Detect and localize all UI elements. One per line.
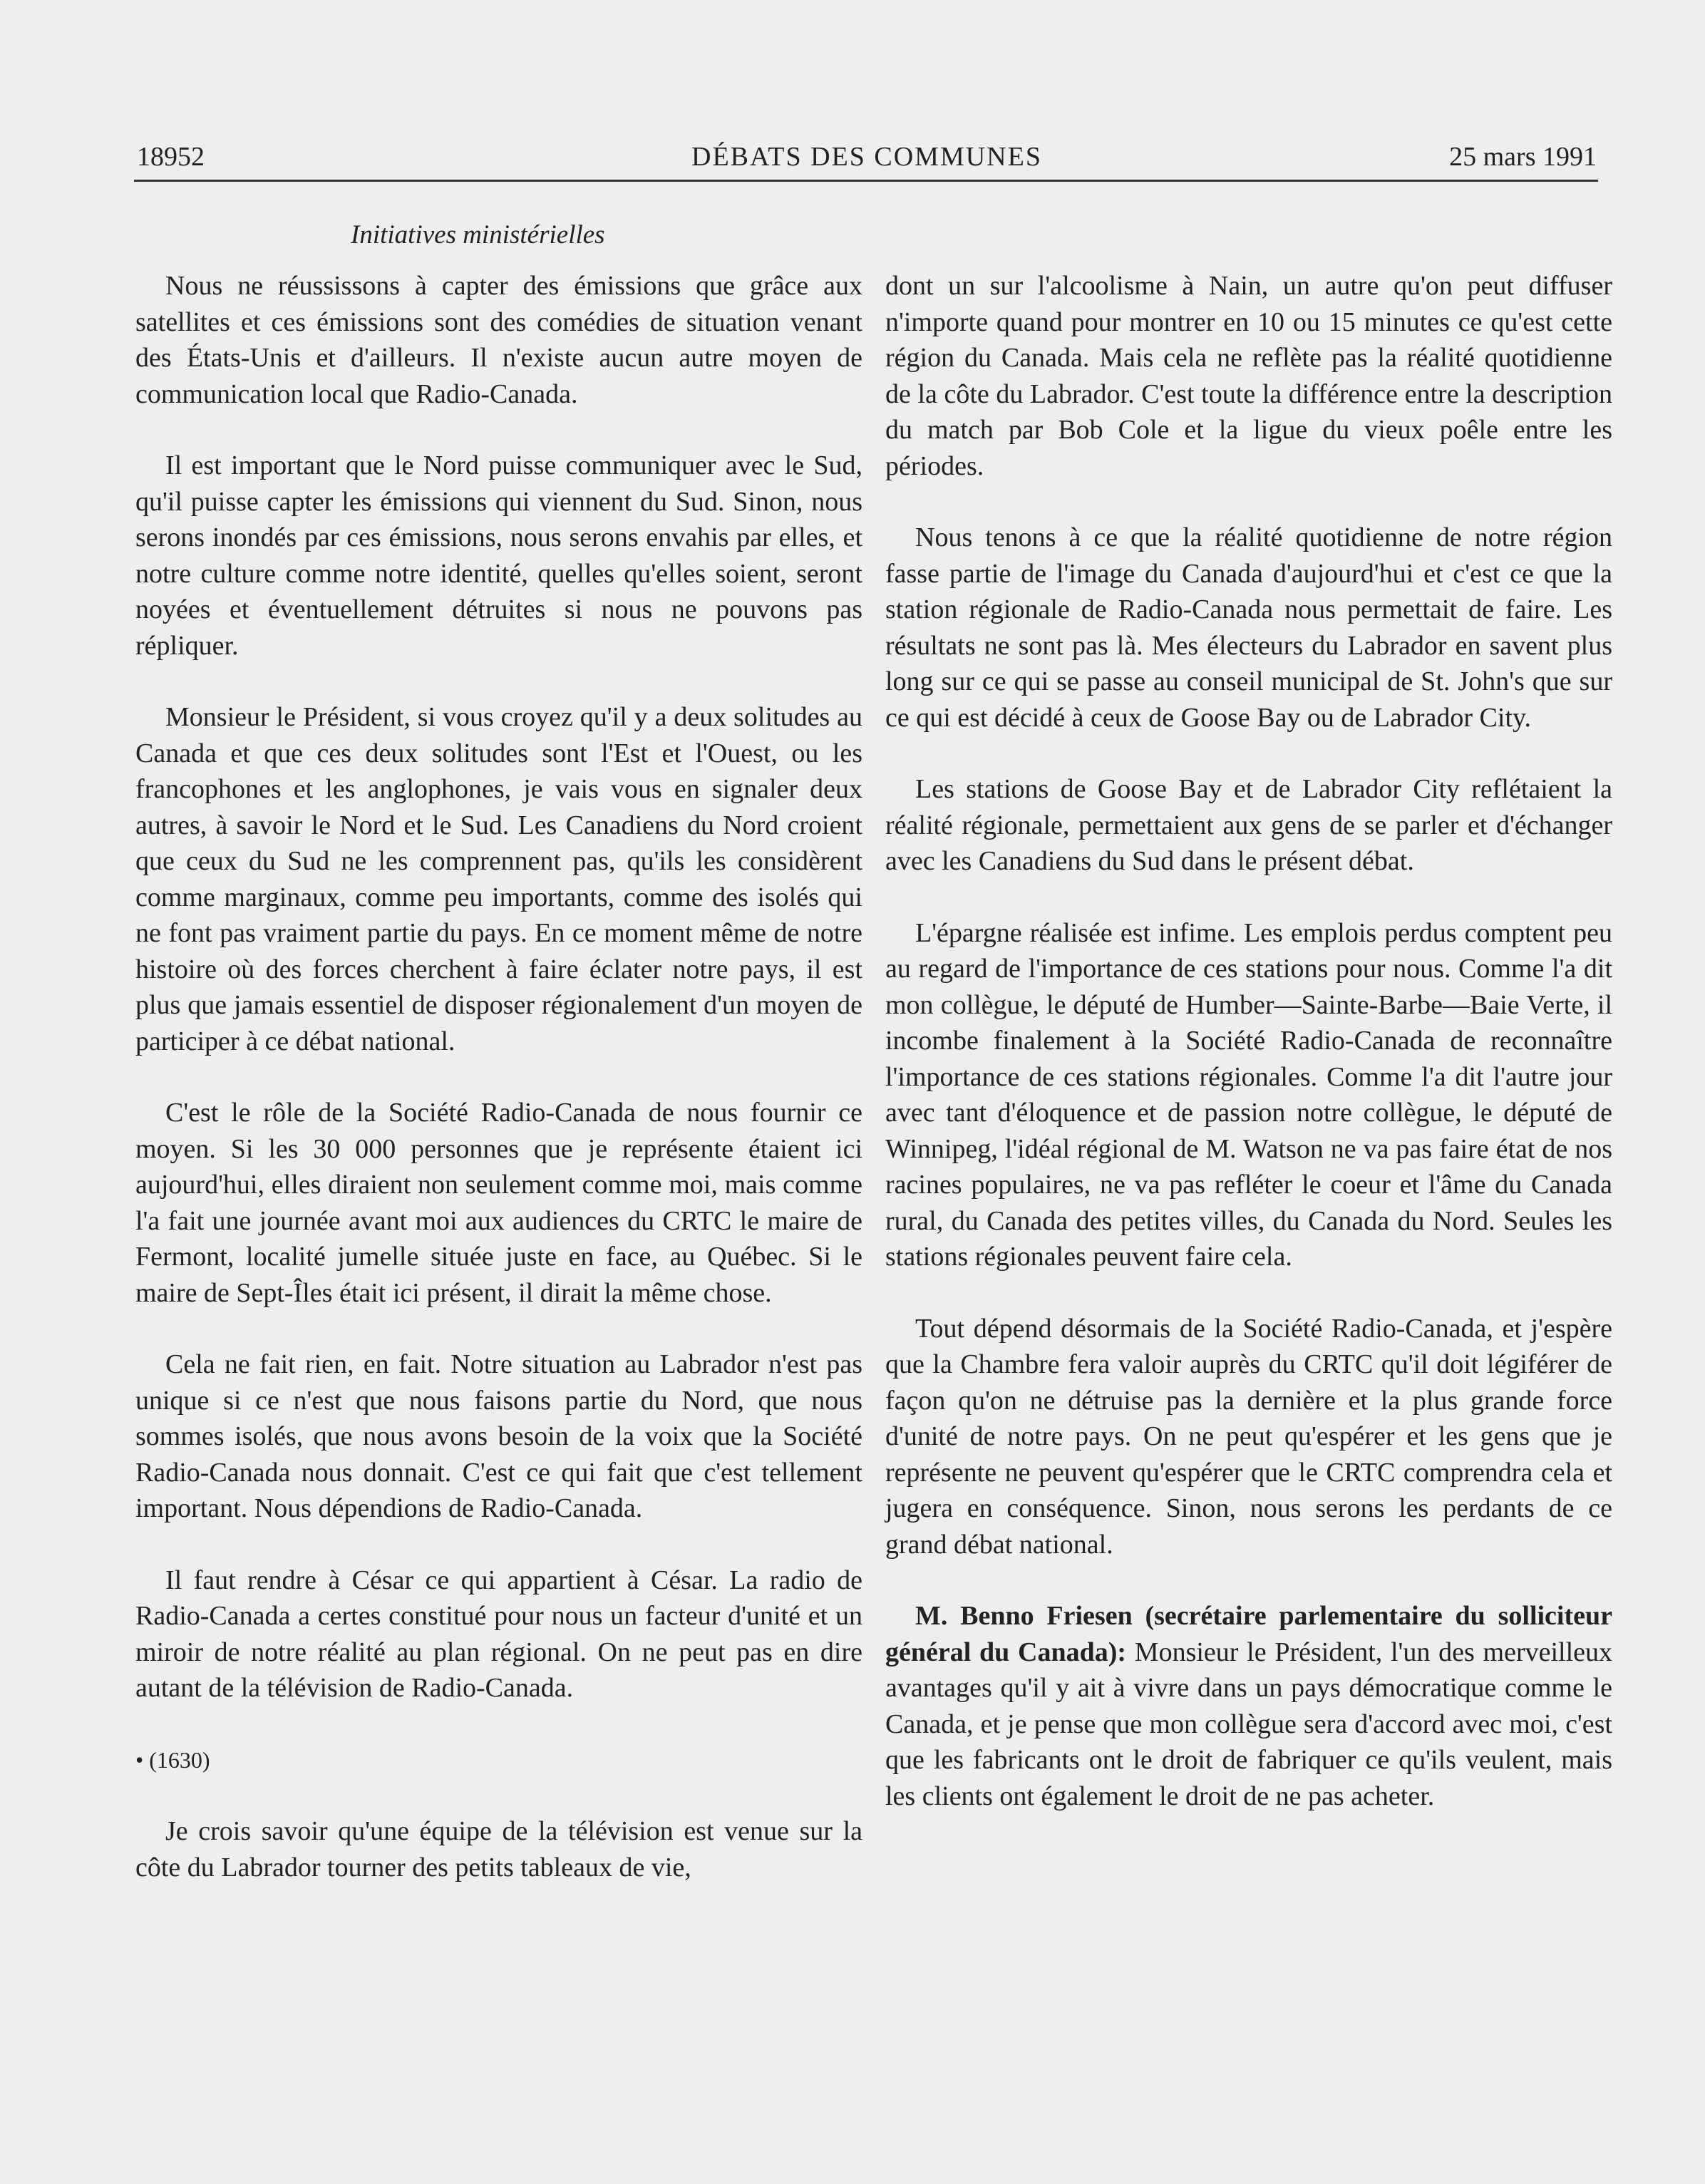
left-column [135, 268, 862, 1921]
paragraph: Il est important que le Nord puisse communiquer avec le Sud, qu'il puisse capter les émissions qui viennent du Sud. Sinon, nous serons inondés par ces émissions, nous serons envahis par elles, et notre culture comme notre identité, quelles qu'elles soient, seront noyées et éventuellement détruites si nous ne pouvons pas répliquer. [135, 450, 862, 661]
paragraph: Je crois savoir qu'une équipe de la télévision est venue sur la côte du Labrador tourner des petits tableaux de vie, [135, 1816, 862, 1882]
speech-text: Monsieur le Président, l'un des merveilleux avantages qu'il y ait à vivre dans un pays démocratique comme le Canada, et je pense que mon collègue sera d'accord avec moi, c'est que les fabricants ont le droit de fabriquer ce qu'ils veulent, mais les clients ont également le droit de ne pas acheter. [885, 1637, 1612, 1811]
section-title: Initiatives ministérielles [351, 220, 605, 249]
paragraph: C'est le rôle de la Société Radio-Canada de nous fournir ce moyen. Si les 30 000 personnes que je représente étaient ici aujourd'hui, elles diraient non seulement comme moi, mais comme l'a fait une journée avant moi aux audiences du CRTC le maire de Fermont, localité jumelle située juste en face, au Québec. Si le maire de Sept-Îles était ici présent, il dirait la même chose. [135, 1098, 862, 1308]
paragraph: Nous ne réussissons à capter des émissions que grâce aux satellites et ces émissions sont des comédies de situation venant des États-Unis et d'ailleurs. Il n'existe aucun autre moyen de communication local que Radio-Canada. [135, 271, 862, 409]
paragraph: Il faut rendre à César ce qui appartient à César. La radio de Radio-Canada a certes constitué pour nous un facteur d'unité et un miroir de notre réalité au plan régional. On ne peut pas en dire autant de la télévision de Radio-Canada. [135, 1565, 862, 1703]
publication-date: 25 mars 1991 [1449, 142, 1597, 172]
speaker-name: M. Benno Friesen (secrétaire parlementaire du solliciteur général du Canada): [885, 1601, 1612, 1667]
paragraph: Les stations de Goose Bay et de Labrador City reflétaient la réalité régionale, permettaient aux gens de se parler et d'échanger avec les Canadiens du Sud dans le présent débat. [885, 774, 1612, 876]
page-number: 18952 [137, 142, 205, 172]
speech-paragraph [885, 1598, 1612, 1814]
header-rule [134, 180, 1598, 182]
paragraph: L'épargne réalisée est infime. Les emplois perdus comptent peu au regard de l'importance de ces stations pour nous. Comme l'a dit mon collègue, le député de Humber—Sainte-Barbe—Baie Verte, il incombe finalement à la Société Radio-Canada de reconnaître l'importance de ces stations régionales. Comme l'a dit l'autre jour avec tant d'éloquence et de passion notre collègue, le député de Winnipeg, l'idéal régional de M. Watson ne va pas faire état de nos racines populaires, ne va pas refléter le coeur et l'âme du Canada rural, du Canada des petites villes, du Canada du Nord. Seules les stations régionales peuvent faire cela. [885, 917, 1612, 1272]
paragraph: Cela ne fait rien, en fait. Notre situation au Labrador n'est pas unique si ce n'est que nous faisons partie du Nord, que nous sommes isolés, que nous avons besoin de la voix que la Société Radio-Canada nous donnait. C'est ce qui fait que c'est tellement important. Nous dépendions de Radio-Canada. [135, 1349, 862, 1523]
publication-title: DÉBATS DES COMMUNES [691, 142, 1042, 172]
paragraph: Nous tenons à ce que la réalité quotidienne de notre région fasse partie de l'image du Canada d'aujourd'hui et c'est ce que la station régionale de Radio-Canada nous permettait de faire. Les résultats ne sont pas là. Mes électeurs du Labrador en savent plus long sur ce qui se passe au conseil municipal de St. John's que sur ce qui est décidé à ceux de Goose Bay ou de Labrador City. [885, 522, 1612, 733]
right-column [885, 268, 1612, 1850]
paragraph: dont un sur l'alcoolisme à Nain, un autre qu'on peut diffuser n'importe quand pour montrer en 10 ou 15 minutes ce qu'est cette région du Canada. Mais cela ne reflète pas la réalité quotidienne de la côte du Labrador. C'est toute la différence entre la description du match par Bob Cole et la ligue du vieux poêle entre les périodes. [885, 271, 1612, 481]
time-marker: • (1630) [135, 1746, 210, 1773]
paragraph: Monsieur le Président, si vous croyez qu'il y a deux solitudes au Canada et que ces deux solitudes sont l'Est et l'Ouest, ou les francophones et les anglophones, je vais vous en signaler deux autres, à savoir le Nord et le Sud. Les Canadiens du Nord croient que ceux du Sud ne les comprennent pas, qu'ils les considèrent comme marginaux, comme peu importants, comme des isolés qui ne font pas vraiment partie du pays. En ce moment même de notre histoire où des forces cherchent à faire éclater notre pays, il est plus que jamais essentiel de disposer régionalement d'un moyen de participer à ce débat national. [135, 702, 862, 1056]
paragraph: Tout dépend désormais de la Société Radio-Canada, et j'espère que la Chambre fera valoir auprès du CRTC qu'il doit légiférer de façon qu'on ne détruise pas la dernière et la plus grande force d'unité de notre pays. On ne peut qu'espérer et les gens que je représente ne peuvent qu'espérer que le CRTC comprendra cela et jugera en conséquence. Sinon, nous serons les perdants de ce grand débat national. [885, 1313, 1612, 1560]
page-header [137, 140, 1597, 174]
